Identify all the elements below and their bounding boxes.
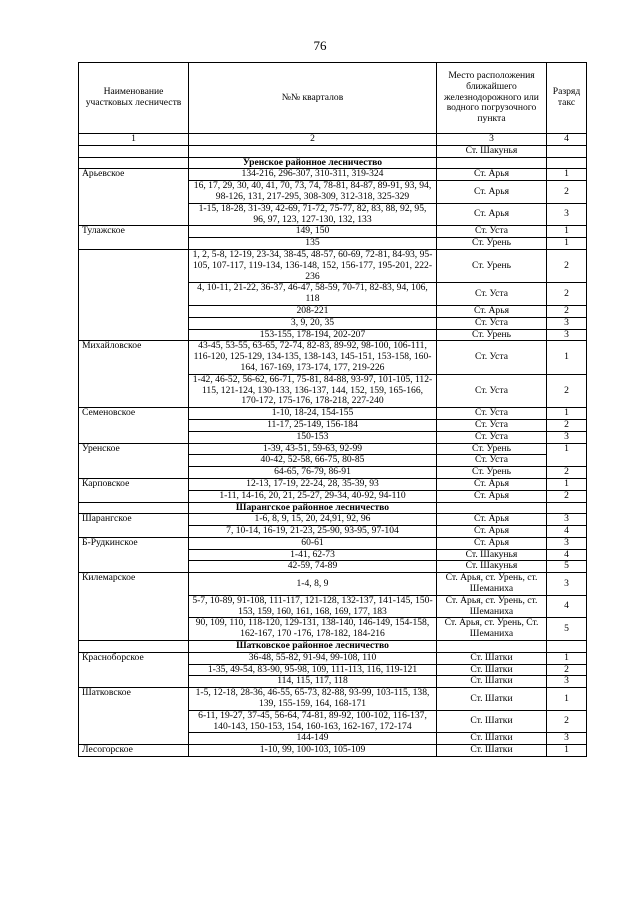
tax-category-cell: 3 (547, 329, 587, 341)
forestry-name-cell: Михайловское (79, 341, 189, 408)
station-cell: Ст. Шакунья (437, 549, 547, 561)
quarters-cell: 43-45, 53-55, 63-65, 72-74, 82-83, 89-92, 98-100, 106-111, 116-120, 125-129, 134-135, 138-143, 145-151, 153-158, 160-164, 167-169, 173-174, 177, 219-226 (189, 341, 437, 374)
tax-category-cell: 2 (547, 374, 587, 407)
station-cell: Ст. Урень (437, 238, 547, 250)
table-row (79, 408, 587, 420)
tax-category-cell: 3 (547, 203, 587, 226)
forestry-name-cell: Шатковское (79, 688, 189, 745)
empty-cell (547, 157, 587, 169)
section-title: Шарангское районное лесничество (189, 502, 437, 514)
tax-category-cell: 5 (547, 561, 587, 573)
forestry-name-cell: Шарангское (79, 514, 189, 538)
station-cell: Ст. Арья, ст. Урень, Ст. Шеманиха (437, 618, 547, 641)
quarters-cell: 1-10, 18-24, 154-155 (189, 408, 437, 420)
quarters-cell: 1-6, 8, 9, 15, 20, 24,91, 92, 96 (189, 514, 437, 526)
station-cell: Ст. Шатки (437, 710, 547, 733)
table-row (79, 249, 587, 282)
quarters-cell: 64-65, 76-79, 86-91 (189, 467, 437, 479)
tax-category-cell: 2 (547, 181, 587, 204)
forestry-name-cell: Арьевское (79, 169, 189, 226)
quarters-cell: 1-15, 18-28, 31-39, 42-69, 71-72, 75-77, 82, 83, 88, 92, 95, 96, 97, 123, 127-130, 132, 133 (189, 203, 437, 226)
station-cell: Ст. Арья (437, 169, 547, 181)
tax-category-cell: 4 (547, 595, 587, 618)
header-number-cell: 1 (79, 134, 189, 146)
station-cell: Ст. Уста (437, 408, 547, 420)
quarters-cell: 7, 10-14, 16-19, 21-23, 25-90, 93-95, 97-104 (189, 526, 437, 538)
station-cell: Ст. Уста (437, 374, 547, 407)
station-cell: Ст. Шатки (437, 688, 547, 711)
quarters-cell: 5-7, 10-89, 91-108, 111-117, 121-128, 132-137, 141-145, 150-153, 159, 160, 161, 168, 169, 177, 183 (189, 595, 437, 618)
tax-category-cell: 3 (547, 537, 587, 549)
table-row (79, 745, 587, 757)
header-cell: №№ кварталов (189, 63, 437, 134)
forestry-name-cell: Килемарское (79, 573, 189, 641)
quarters-cell: 4, 10-11, 21-22, 36-37, 46-47, 58-59, 70-71, 82-83, 94, 106, 118 (189, 283, 437, 306)
empty-cell (437, 502, 547, 514)
tax-category-cell: 1 (547, 238, 587, 250)
station-cell: Ст. Уста (437, 419, 547, 431)
station-cell: Ст. Арья (437, 514, 547, 526)
quarters-cell: 3, 9, 20, 35 (189, 317, 437, 329)
forestry-name-cell: Уренское (79, 443, 189, 478)
forestry-name-cell: Карповское (79, 478, 189, 502)
tax-category-cell: 4 (547, 549, 587, 561)
quarters-cell: 1-39, 43-51, 59-63, 92-99 (189, 443, 437, 455)
header-number-cell: 3 (437, 134, 547, 146)
station-cell: Ст. Арья (437, 537, 547, 549)
table-row (79, 169, 587, 181)
header-number-cell: 2 (189, 134, 437, 146)
station-cell: Ст. Шакунья (437, 561, 547, 573)
section-row (79, 502, 587, 514)
tax-category-cell: 1 (547, 169, 587, 181)
quarters-cell: 144-149 (189, 733, 437, 745)
header-cell: Место расположения ближайшего железнодорожного или водного погрузочного пункта (437, 63, 547, 134)
quarters-cell: 11-17, 25-149, 156-184 (189, 419, 437, 431)
tax-category-cell: 1 (547, 745, 587, 757)
quarters-cell: 150-153 (189, 431, 437, 443)
section-title: Уренское районное лесничество (189, 157, 437, 169)
empty-cell (79, 641, 189, 653)
tax-category-cell: 2 (547, 490, 587, 502)
table-row (79, 573, 587, 596)
table-row (79, 688, 587, 711)
quarters-cell: 16, 17, 29, 30, 40, 41, 70, 73, 74, 78-81, 84-87, 89-91, 93, 94, 98-126, 131, 217-295, 308-309, 312-318, 325-329 (189, 181, 437, 204)
section-row (79, 157, 587, 169)
station-cell: Ст. Уста (437, 283, 547, 306)
header-row (79, 63, 587, 134)
quarters-cell: 1, 2, 5-8, 12-19, 23-34, 38-45, 48-57, 60-69, 72-81, 84-93, 95-105, 107-117, 119-134, 136-148, 152, 156-177, 195-201, 222-236 (189, 249, 437, 282)
station-cell: Ст. Уста (437, 455, 547, 467)
tax-category-cell: 3 (547, 317, 587, 329)
empty-cell (79, 502, 189, 514)
quarters-cell: 1-35, 49-54, 83-90, 95-98, 109, 111-113, 116, 119-121 (189, 664, 437, 676)
tax-category-cell: 3 (547, 733, 587, 745)
station-cell: Ст. Шакунья (437, 145, 547, 157)
station-cell: Ст. Шатки (437, 676, 547, 688)
station-cell: Ст. Арья (437, 490, 547, 502)
quarters-cell: 40-42, 52-58, 66-75, 80-85 (189, 455, 437, 467)
station-cell: Ст. Арья (437, 203, 547, 226)
section-row (79, 641, 587, 653)
empty-cell (547, 641, 587, 653)
empty-cell (79, 157, 189, 169)
table-row (79, 537, 587, 549)
carryover-row (79, 145, 587, 157)
tax-category-cell: 3 (547, 676, 587, 688)
quarters-cell: 1-10, 99, 100-103, 105-109 (189, 745, 437, 757)
station-cell: Ст. Урень (437, 249, 547, 282)
quarters-cell: 1-4, 8, 9 (189, 573, 437, 596)
forestry-name-cell: Лесогорское (79, 745, 189, 757)
tax-category-cell: 3 (547, 514, 587, 526)
table-row (79, 652, 587, 664)
header-number-row (79, 134, 587, 146)
header-number-cell: 4 (547, 134, 587, 146)
header-cell: Наименование участковых лесничеств (79, 63, 189, 134)
tax-category-cell: 3 (547, 573, 587, 596)
tax-category-cell: 1 (547, 226, 587, 238)
quarters-cell: 60-61 (189, 537, 437, 549)
quarters-cell: 12-13, 17-19, 22-24, 28, 35-39, 93 (189, 478, 437, 490)
quarters-cell: 90, 109, 110, 118-120, 129-131, 138-140, 146-149, 154-158, 162-167, 170 -176, 178-182, 184-216 (189, 618, 437, 641)
tax-category-cell: 3 (547, 431, 587, 443)
empty-cell (437, 157, 547, 169)
table-row (79, 443, 587, 455)
station-cell: Ст. Урень (437, 443, 547, 455)
station-cell: Ст. Шатки (437, 745, 547, 757)
station-cell: Ст. Урень (437, 329, 547, 341)
forestry-name-cell: Красноборское (79, 652, 189, 687)
forestry-name-cell: Семеновское (79, 408, 189, 443)
quarters-cell: 134-216, 296-307, 310-311, 319-324 (189, 169, 437, 181)
quarters-cell: 149, 150 (189, 226, 437, 238)
station-cell: Ст. Уста (437, 431, 547, 443)
station-cell: Ст. Арья, ст. Урень, ст. Шеманиха (437, 573, 547, 596)
station-cell: Ст. Шатки (437, 652, 547, 664)
tax-category-cell: 2 (547, 467, 587, 479)
quarters-cell: 42-59, 74-89 (189, 561, 437, 573)
table-row (79, 514, 587, 526)
tax-category-cell: 1 (547, 688, 587, 711)
tax-category-cell: 2 (547, 710, 587, 733)
station-cell: Ст. Арья, ст. Урень, ст. Шеманиха (437, 595, 547, 618)
station-cell: Ст. Шатки (437, 733, 547, 745)
quarters-cell: 1-5, 12-18, 28-36, 46-55, 65-73, 82-88, 93-99, 103-115, 138, 139, 155-159, 164, 168-171 (189, 688, 437, 711)
table-row (79, 341, 587, 374)
forestry-name-cell: Б-Рудкинское (79, 537, 189, 572)
station-cell: Ст. Уста (437, 226, 547, 238)
station-cell: Ст. Урень (437, 467, 547, 479)
quarters-cell: 135 (189, 238, 437, 250)
forestry-name-cell: Тулажское (79, 226, 189, 250)
station-cell: Ст. Уста (437, 317, 547, 329)
table-row (79, 478, 587, 490)
quarters-cell: 1-41, 62-73 (189, 549, 437, 561)
tax-category-cell: 2 (547, 664, 587, 676)
tax-category-cell: 1 (547, 652, 587, 664)
quarters-cell: 1-42, 46-52, 56-62, 66-71, 75-81, 84-88, 93-97, 101-105, 112-115, 121-124, 130-133, 136-137, 144, 152, 159, 165-166, 170-172, 175-176, 178-218, 227-240 (189, 374, 437, 407)
quarters-cell: 36-48, 55-82, 91-94, 99-108, 110 (189, 652, 437, 664)
table-row (79, 226, 587, 238)
forestry-name-cell (79, 249, 189, 340)
tax-category-cell: 4 (547, 526, 587, 538)
empty-cell (437, 641, 547, 653)
tax-category-cell: 2 (547, 419, 587, 431)
tax-category-cell: 2 (547, 283, 587, 306)
tax-category-cell: 1 (547, 478, 587, 490)
station-cell: Ст. Уста (437, 341, 547, 374)
empty-cell (547, 502, 587, 514)
quarters-cell: 114, 115, 117, 118 (189, 676, 437, 688)
page-number: 76 (313, 38, 327, 53)
tax-category-cell: 2 (547, 249, 587, 282)
tax-category-cell: 1 (547, 341, 587, 374)
quarters-cell: 1-11, 14-16, 20, 21, 25-27, 29-34, 40-92, 94-110 (189, 490, 437, 502)
station-cell: Ст. Арья (437, 478, 547, 490)
tax-category-cell: 2 (547, 305, 587, 317)
quarters-cell: 6-11, 19-27, 37-45, 56-64, 74-81, 89-92, 100-102, 116-137, 140-143, 150-153, 154, 160-163, 162-167, 172-174 (189, 710, 437, 733)
tax-category-cell: 1 (547, 443, 587, 467)
tax-category-cell: 5 (547, 618, 587, 641)
section-title: Шатковское районное лесничество (189, 641, 437, 653)
quarters-cell: 208-221 (189, 305, 437, 317)
forest-table (78, 62, 587, 757)
header-cell: Разряд такс (547, 63, 587, 134)
station-cell: Ст. Арья (437, 526, 547, 538)
station-cell: Ст. Шатки (437, 664, 547, 676)
quarters-cell: 153-155, 178-194, 202-207 (189, 329, 437, 341)
station-cell: Ст. Арья (437, 181, 547, 204)
station-cell: Ст. Арья (437, 305, 547, 317)
tax-category-cell: 1 (547, 408, 587, 420)
